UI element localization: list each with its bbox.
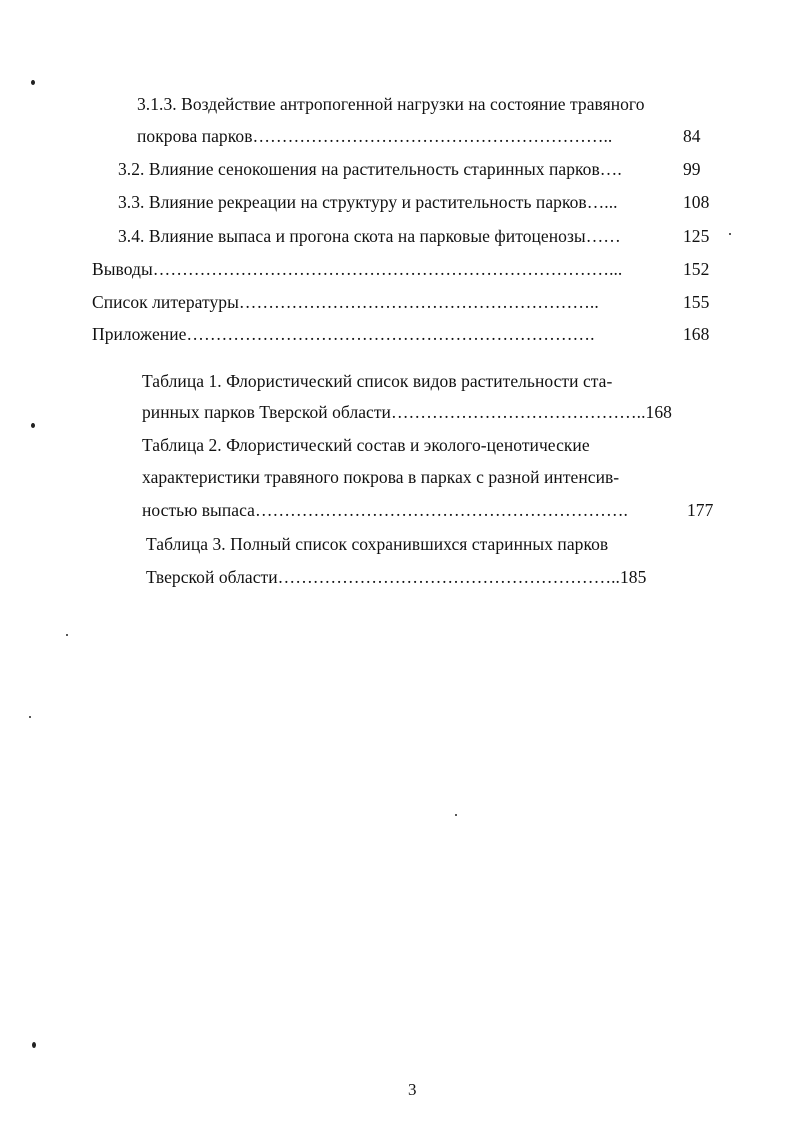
toc-entry-3-1-3-line2: покрова парков……………………………………………………..: [137, 126, 613, 146]
toc-page-ref: 84: [683, 126, 701, 146]
toc-table-3-line2: Тверской области…………………………………………………..185: [146, 567, 647, 587]
toc-entry-3-1-3-line1: 3.1.3. Воздействие антропогенной нагрузки на состояние травяного: [137, 94, 645, 114]
toc-page-ref: 155: [683, 292, 710, 312]
toc-page-ref: 99: [683, 159, 701, 179]
scan-speck: [29, 716, 31, 718]
toc-table-1-line1: Таблица 1. Флористический список видов растительности ста-: [142, 371, 613, 391]
toc-table-2-line3: ностью выпаса……………………………………………………….: [142, 500, 628, 520]
scan-speck: [729, 233, 731, 235]
toc-entry-references: Список литературы……………………………………………………..: [92, 292, 599, 312]
toc-table-3-line1: Таблица 3. Полный список сохранившихся старинных парков: [146, 534, 609, 554]
toc-table-2-line2: характеристики травяного покрова в парках с разной интенсив-: [142, 467, 620, 487]
toc-page-ref: 108: [683, 192, 710, 212]
toc-page-ref: 152: [683, 259, 710, 279]
toc-page-ref: 125: [683, 226, 710, 246]
toc-entry-appendix: Приложение…………………………………………………………….: [92, 324, 595, 344]
toc-entry-conclusions: Выводы……………………………………………………………………...: [92, 259, 623, 279]
page-number: 3: [408, 1080, 417, 1099]
toc-table-1-line2: ринных парков Тверской области……………………………………..168: [142, 402, 672, 422]
toc-page-ref: 177: [687, 500, 714, 520]
scan-speck: [31, 423, 35, 428]
toc-entry-3-4: 3.4. Влияние выпаса и прогона скота на парковые фитоценозы……: [118, 226, 621, 246]
toc-table-2-line1: Таблица 2. Флористический состав и эколого-ценотические: [142, 435, 590, 455]
toc-entry-3-2: 3.2. Влияние сенокошения на растительность старинных парков….: [118, 159, 622, 179]
scan-speck: [455, 814, 457, 816]
scan-speck: [32, 1042, 36, 1048]
toc-entry-3-3: 3.3. Влияние рекреации на структуру и растительность парков…...: [118, 192, 618, 212]
scan-speck: [31, 80, 35, 85]
scan-speck: [66, 634, 68, 636]
toc-page-ref: 168: [683, 324, 710, 344]
